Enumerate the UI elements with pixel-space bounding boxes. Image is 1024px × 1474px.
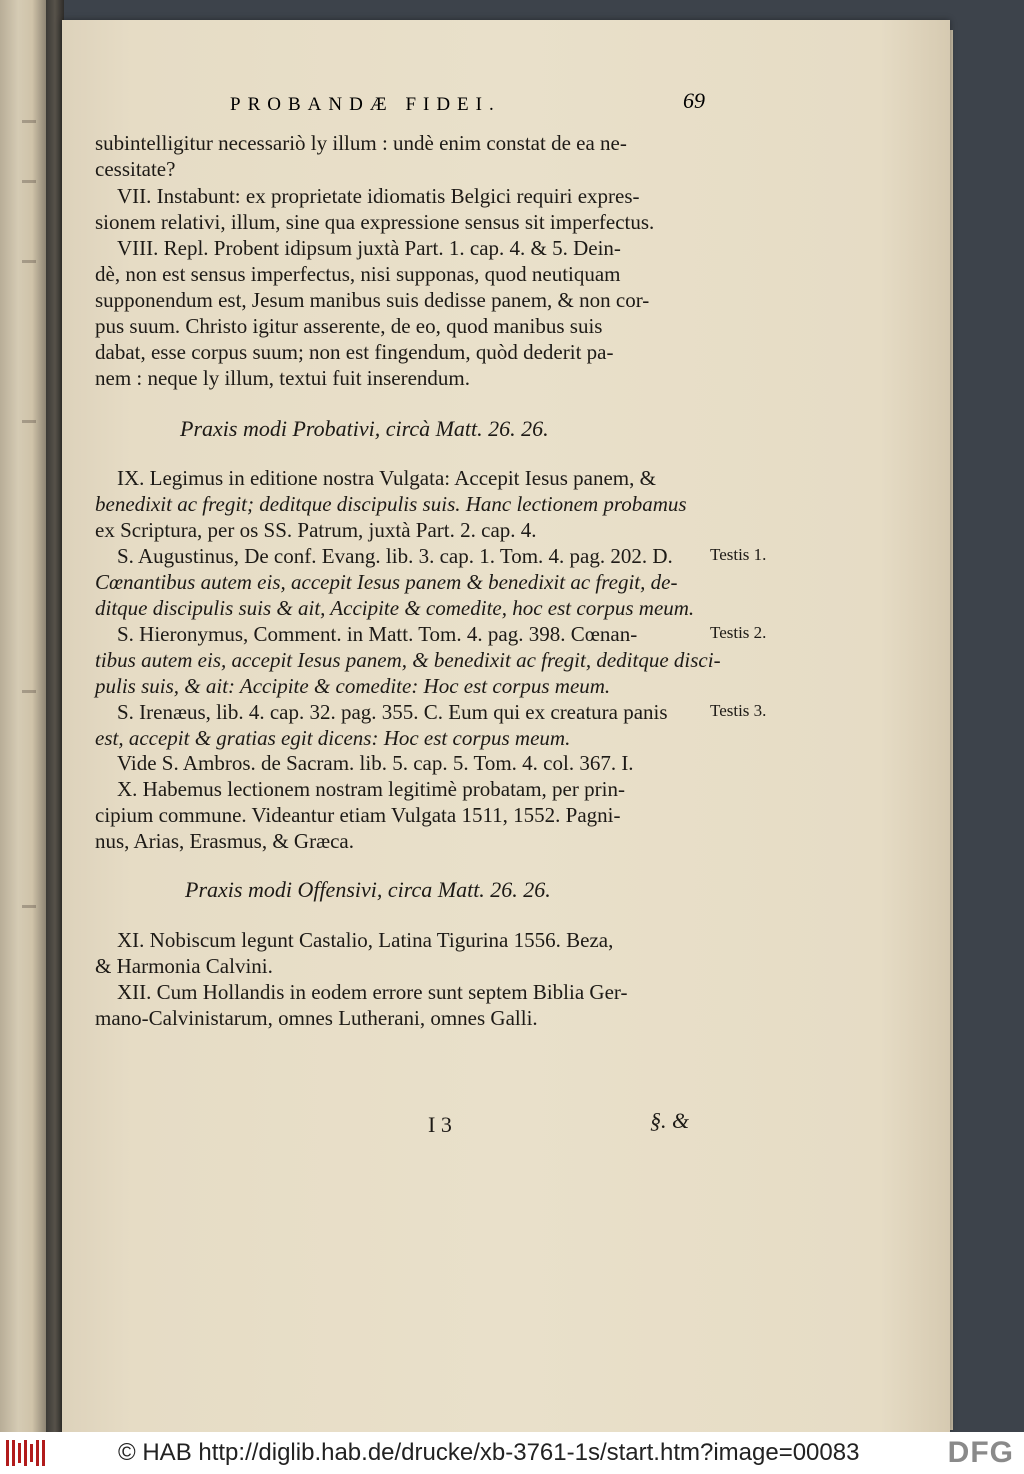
text-line: Vide S. Ambros. de Sacram. lib. 5. cap. 5. Tom. 4. col. 367. I. [117, 751, 634, 775]
text-line: XI. Nobiscum legunt Castalio, Latina Tigurina 1556. Beza, [117, 928, 614, 952]
margin-note: Testis 2. [710, 623, 767, 642]
text-line: VII. Instabunt: ex proprietate idiomatis Belgici requiri expres- [117, 184, 640, 208]
text-line: ex Scriptura, per os SS. Patrum, juxtà Part. 2. cap. 4. [95, 518, 537, 542]
text-line: S. Augustinus, De conf. Evang. lib. 3. cap. 1. Tom. 4. pag. 202. D. [117, 544, 673, 568]
dfg-logo: DFG [947, 1436, 1014, 1469]
text-line: nus, Arias, Erasmus, & Græca. [95, 829, 354, 853]
text-line: S. Hieronymus, Comment. in Matt. Tom. 4. pag. 398. Cœnan- [117, 622, 638, 646]
text-line: Cœnantibus autem eis, accepit Iesus panem & benedixit ac fregit, de- [95, 570, 678, 594]
copyright-link[interactable]: © HAB http://diglib.hab.de/drucke/xb-3761-1s/start.htm?image=00083 [118, 1439, 860, 1466]
previous-page-edge [0, 0, 46, 1432]
text-line: dabat, esse corpus suum; non est fingendum, quòd dederit pa- [95, 340, 614, 364]
margin-note: Testis 3. [710, 701, 767, 720]
catchword: §. & [650, 1108, 690, 1133]
text-line: mano-Calvinistarum, omnes Lutherani, omnes Galli. [95, 1006, 538, 1030]
text-line: pulis suis, & ait: Accipite & comedite: Hoc est corpus meum. [95, 674, 611, 698]
text-line: benedixit ac fregit; deditque discipulis suis. Hanc lectionem probamus [95, 492, 687, 516]
section-heading: Praxis modi Offensivi, circa Matt. 26. 26. [185, 877, 551, 902]
text-line: S. Irenæus, lib. 4. cap. 32. pag. 355. C. Eum qui ex creatura panis [117, 700, 668, 724]
text-line: sionem relativi, illum, sine qua expressione sensus sit imperfectus. [95, 210, 655, 234]
text-line: ditque discipulis suis & ait, Accipite & comedite, hoc est corpus meum. [95, 596, 695, 620]
text-line: IX. Legimus in editione nostra Vulgata: Accepit Iesus panem, & [117, 466, 656, 490]
text-line: nem : neque ly illum, textui fuit inserendum. [95, 366, 471, 390]
text-line: XII. Cum Hollandis in eodem errore sunt septem Biblia Ger- [117, 980, 628, 1004]
text-line: cessitate? [95, 157, 176, 181]
margin-note: Testis 1. [710, 545, 767, 564]
signature-mark: I 3 [428, 1112, 452, 1137]
page-number: 69 [683, 88, 705, 113]
text-line: pus suum. Christo igitur asserente, de eo, quod manibus suis [95, 314, 603, 338]
text-line: dè, non est sensus imperfectus, nisi supponas, quod neutiquam [95, 262, 621, 286]
text-line: subintelligitur necessariò ly illum : undè enim constat de ea ne- [95, 131, 627, 155]
text-line: tibus autem eis, accepit Iesus panem, & benedixit ac fregit, deditque disci- [95, 648, 721, 672]
attribution-bar [0, 1432, 1024, 1474]
running-header [230, 88, 705, 124]
text-line: cipium commune. Videantur etiam Vulgata 1511, 1552. Pagni- [95, 803, 621, 827]
library-logo [6, 1440, 48, 1466]
section-heading: Praxis modi Probativi, circà Matt. 26. 26. [180, 416, 549, 441]
text-line: VIII. Repl. Probent idipsum juxtà Part. 1. cap. 4. & 5. Dein- [117, 236, 621, 260]
text-line: X. Habemus lectionem nostram legitimè probatam, per prin- [117, 777, 625, 801]
text-line: supponendum est, Jesum manibus suis dedisse panem, & non cor- [95, 288, 650, 312]
text-line: est, accepit & gratias egit dicens: Hoc est corpus meum. [95, 726, 571, 750]
running-title: PROBANDÆ FIDEI. [230, 94, 501, 115]
text-line: & Harmonia Calvini. [95, 954, 273, 978]
